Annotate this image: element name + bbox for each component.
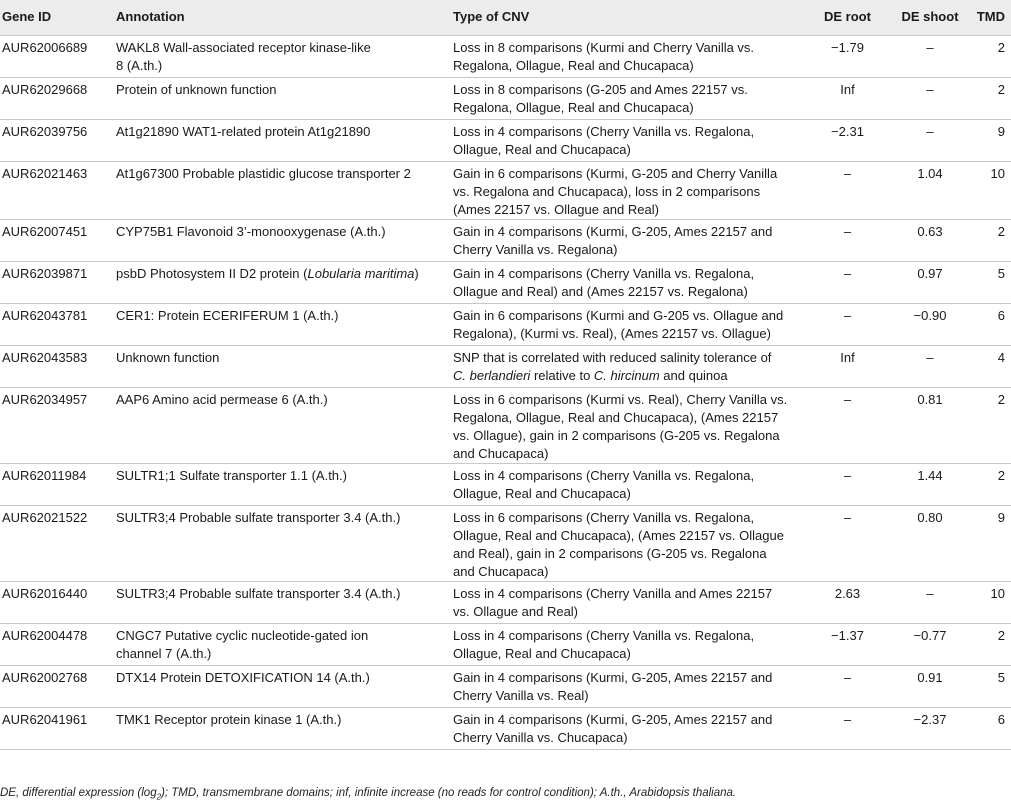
annotation-cell	[110, 463, 447, 505]
tmd-cell	[971, 77, 1011, 119]
cnv-line: Loss in 6 comparisons (Cherry Vanilla vs. Regalona,	[453, 509, 755, 525]
tmd-cell	[971, 581, 1011, 623]
cnv-line: Regalona, Ollague, Real and Chucapaca)	[453, 99, 694, 115]
de-root-cell	[806, 623, 889, 665]
de-shoot-cell	[889, 623, 971, 665]
de-shoot-value: −2.37	[913, 711, 947, 727]
de-shoot-cell	[889, 463, 971, 505]
de-root-cell	[806, 35, 889, 77]
footnote-part2: ); TMD, transmembrane domains; inf, infinite increase (no reads for control condition); A.th., Arabidopsis thaliana.	[161, 787, 737, 799]
cnv-line: Ollague, Real and Chucapaca)	[453, 485, 631, 501]
de-root-value: –	[843, 223, 852, 239]
cnv-line: Gain in 6 comparisons (Kurmi and G-205 vs. Ollague and	[453, 307, 784, 323]
table-row	[0, 387, 1011, 463]
table-row	[0, 119, 1011, 161]
de-root-value: –	[843, 165, 852, 181]
gene-id-cell	[0, 665, 110, 707]
cnv-cell	[447, 345, 806, 387]
tmd-value: 6	[997, 307, 1005, 323]
annotation-cell	[110, 387, 447, 463]
annotation-cell	[110, 35, 447, 77]
header-gene-id: Gene ID	[0, 0, 110, 35]
tmd-value: 9	[997, 123, 1005, 139]
de-root-cell	[806, 707, 889, 749]
cnv-line: Cherry Vanilla vs. Real)	[453, 687, 589, 703]
gene-id-cell	[0, 345, 110, 387]
cnv-line: Loss in 4 comparisons (Cherry Vanilla vs. Regalona,	[453, 123, 755, 139]
de-shoot-value: –	[926, 349, 934, 365]
table-header	[0, 0, 1011, 35]
header-de-root: DE root	[806, 0, 889, 35]
de-root-value: −1.37	[831, 627, 864, 643]
table-body	[0, 35, 1011, 749]
de-root-cell	[806, 463, 889, 505]
de-shoot-value: –	[926, 81, 934, 97]
de-root-value: –	[843, 265, 852, 281]
table-row	[0, 345, 1011, 387]
cnv-cell	[447, 463, 806, 505]
annotation-cell	[110, 707, 447, 749]
table-row	[0, 707, 1011, 749]
gene-id-cell	[0, 707, 110, 749]
de-shoot-value: 0.63	[917, 223, 943, 239]
annotation-line: SULTR1;1 Sulfate transporter 1.1 (A.th.)	[116, 467, 347, 483]
tmd-cell	[971, 261, 1011, 303]
table-row	[0, 665, 1011, 707]
de-root-value: –	[843, 307, 852, 323]
cnv-line: Ollague, Real and Chucapaca)	[453, 645, 631, 661]
tmd-cell	[971, 35, 1011, 77]
cnv-line: vs. Ollague and Real)	[453, 603, 579, 619]
tmd-cell	[971, 345, 1011, 387]
cnv-line: relative to	[530, 367, 594, 383]
tmd-value: 10	[990, 585, 1005, 601]
table-row	[0, 261, 1011, 303]
annotation-line: At1g67300 Probable plastidic glucose transporter 2	[116, 165, 411, 181]
cnv-cell	[447, 219, 806, 261]
de-shoot-cell	[889, 665, 971, 707]
tmd-cell	[971, 219, 1011, 261]
tmd-value: 9	[997, 509, 1005, 525]
annotation-cell	[110, 303, 447, 345]
tmd-value: 10	[990, 165, 1005, 181]
cnv-line: Cherry Vanilla vs. Chucapaca)	[453, 729, 628, 745]
gene-id: AUR62029668	[2, 81, 88, 97]
cnv-line: Regalona, Ollague, Real and Chucapaca), (Ames 22157	[453, 409, 779, 425]
cnv-line: vs. Regalona and Chucapaca), loss in 2 comparisons	[453, 183, 761, 199]
cnv-cell	[447, 665, 806, 707]
annotation-line: channel 7 (A.th.)	[116, 645, 212, 661]
cnv-line: Gain in 4 comparisons (Kurmi, G-205, Ames 22157 and	[453, 223, 773, 239]
tmd-cell	[971, 161, 1011, 219]
table-row	[0, 505, 1011, 581]
cnv-line: Ollague, Real and Chucapaca)	[453, 141, 631, 157]
cnv-line: Loss in 8 comparisons (Kurmi and Cherry Vanilla vs.	[453, 39, 755, 55]
cnv-line: Loss in 4 comparisons (Cherry Vanilla vs. Regalona,	[453, 467, 755, 483]
de-shoot-value: –	[926, 123, 934, 139]
annotation-line: AAP6 Amino acid permease 6 (A.th.)	[116, 391, 328, 407]
de-root-value: Inf	[840, 349, 855, 365]
tmd-cell	[971, 707, 1011, 749]
de-shoot-cell	[889, 707, 971, 749]
cnv-cell	[447, 119, 806, 161]
table-row	[0, 219, 1011, 261]
de-root-cell	[806, 303, 889, 345]
gene-id-cell	[0, 463, 110, 505]
tmd-value: 5	[997, 265, 1005, 281]
cnv-cell	[447, 623, 806, 665]
cnv-species: C. hircinum	[593, 367, 660, 383]
de-shoot-value: 0.81	[917, 391, 943, 407]
cnv-line: Ollague and Real) and (Ames 22157 vs. Regalona)	[453, 283, 748, 299]
annotation-line: Protein of unknown function	[116, 81, 277, 97]
gene-id: AUR62039756	[2, 123, 88, 139]
cnv-line: and Real), gain in 2 comparisons (G-205 vs. Regalona	[453, 545, 767, 561]
tmd-cell	[971, 623, 1011, 665]
annotation-line: psbD Photosystem II D2 protein (	[116, 265, 308, 281]
annotation-line: CYP75B1 Flavonoid 3’-monooxygenase (A.th.)	[116, 223, 386, 239]
gene-id: AUR62043583	[2, 349, 88, 365]
de-root-cell	[806, 345, 889, 387]
de-shoot-cell	[889, 505, 971, 581]
table-row	[0, 161, 1011, 219]
gene-id: AUR62034957	[2, 391, 88, 407]
gene-id-cell	[0, 219, 110, 261]
de-shoot-value: 0.91	[917, 669, 943, 685]
gene-id-cell	[0, 623, 110, 665]
annotation-cell	[110, 665, 447, 707]
de-root-cell	[806, 219, 889, 261]
cnv-line: Regalona, Ollague, Real and Chucapaca)	[453, 57, 694, 73]
de-shoot-value: −0.77	[913, 627, 947, 643]
de-shoot-cell	[889, 303, 971, 345]
de-root-cell	[806, 161, 889, 219]
gene-id: AUR62043781	[2, 307, 88, 323]
cnv-line: Gain in 4 comparisons (Kurmi, G-205, Ames 22157 and	[453, 711, 773, 727]
de-shoot-cell	[889, 387, 971, 463]
gene-id: AUR62007451	[2, 223, 88, 239]
de-root-value: 2.63	[834, 585, 861, 601]
annotation-cell	[110, 77, 447, 119]
gene-id: AUR62016440	[2, 585, 88, 601]
de-root-cell	[806, 665, 889, 707]
gene-id-cell	[0, 161, 110, 219]
tmd-value: 6	[997, 711, 1005, 727]
table-row	[0, 463, 1011, 505]
cnv-species: C. berlandieri	[453, 367, 531, 383]
cnv-line: Regalona), (Kurmi vs. Real), (Ames 22157 vs. Ollague)	[453, 325, 771, 341]
cnv-line: Loss in 4 comparisons (Cherry Vanilla and Ames 22157	[453, 585, 773, 601]
tmd-value: 4	[997, 349, 1005, 365]
cnv-cell	[447, 581, 806, 623]
gene-id: AUR62041961	[2, 711, 88, 727]
cnv-cell	[447, 387, 806, 463]
annotation-cell	[110, 623, 447, 665]
de-root-value: −2.31	[831, 123, 864, 139]
tmd-cell	[971, 387, 1011, 463]
table-row	[0, 623, 1011, 665]
annotation-cell	[110, 581, 447, 623]
de-shoot-cell	[889, 119, 971, 161]
annotation-line: CNGC7 Putative cyclic nucleotide-gated ion	[116, 627, 369, 643]
gene-id-cell	[0, 35, 110, 77]
tmd-value: 2	[997, 39, 1005, 55]
annotation-line: At1g21890 WAT1-related protein At1g21890	[116, 123, 371, 139]
de-root-value: –	[843, 391, 852, 407]
annotation-line: SULTR3;4 Probable sulfate transporter 3.4 (A.th.)	[116, 585, 401, 601]
cnv-cell	[447, 161, 806, 219]
de-shoot-value: 1.44	[917, 467, 943, 483]
de-root-cell	[806, 119, 889, 161]
cnv-cell	[447, 505, 806, 581]
footnote-part1: DE, differential expression (log	[0, 787, 157, 799]
gene-id-cell	[0, 261, 110, 303]
table-row	[0, 35, 1011, 77]
tmd-cell	[971, 119, 1011, 161]
cnv-line: (Ames 22157 vs. Ollague and Real)	[453, 201, 659, 217]
tmd-value: 5	[997, 669, 1005, 685]
annotation-species: Lobularia maritima	[307, 265, 415, 281]
table-footnote	[0, 787, 736, 801]
de-root-value: –	[843, 669, 852, 685]
de-root-cell	[806, 387, 889, 463]
annotation-cell	[110, 505, 447, 581]
table-row	[0, 77, 1011, 119]
de-shoot-value: 1.04	[917, 165, 943, 181]
annotation-line: 8 (A.th.)	[116, 57, 163, 73]
cnv-line: and Chucapaca)	[453, 563, 549, 579]
annotation-cell	[110, 261, 447, 303]
tmd-value: 2	[997, 391, 1005, 407]
de-root-value: –	[843, 467, 852, 483]
de-root-value: –	[843, 711, 852, 727]
de-shoot-value: –	[926, 585, 934, 601]
tmd-cell	[971, 505, 1011, 581]
cnv-line: and quinoa	[659, 367, 728, 383]
de-shoot-value: −0.90	[913, 307, 947, 323]
cnv-cell	[447, 303, 806, 345]
annotation-cell	[110, 219, 447, 261]
de-shoot-value: 0.97	[917, 265, 943, 281]
cnv-line: Loss in 4 comparisons (Cherry Vanilla vs. Regalona,	[453, 627, 755, 643]
de-shoot-cell	[889, 261, 971, 303]
de-shoot-value: –	[926, 39, 934, 55]
de-root-value: Inf	[840, 81, 855, 97]
annotation-cell	[110, 345, 447, 387]
annotation-line: DTX14 Protein DETOXIFICATION 14 (A.th.)	[116, 669, 370, 685]
header-row	[0, 0, 1011, 35]
de-shoot-cell	[889, 161, 971, 219]
de-root-value: –	[843, 509, 852, 525]
annotation-line: TMK1 Receptor protein kinase 1 (A.th.)	[116, 711, 342, 727]
cnv-line: Ollague, Real and Chucapaca), (Ames 22157 vs. Ollague	[453, 527, 784, 543]
footnote-subscript: 2	[156, 792, 162, 802]
gene-id-cell	[0, 303, 110, 345]
annotation-line: SULTR3;4 Probable sulfate transporter 3.4 (A.th.)	[116, 509, 401, 525]
table-row	[0, 581, 1011, 623]
cnv-line: Gain in 4 comparisons (Kurmi, G-205, Ames 22157 and	[453, 669, 773, 685]
de-shoot-cell	[889, 77, 971, 119]
cnv-line: Cherry Vanilla vs. Regalona)	[453, 241, 618, 257]
annotation-cell	[110, 161, 447, 219]
header-annotation: Annotation	[110, 0, 447, 35]
gene-id-cell	[0, 387, 110, 463]
de-root-cell	[806, 77, 889, 119]
cnv-line: vs. Ollague), gain in 2 comparisons (G-205 vs. Regalona	[453, 427, 780, 443]
de-shoot-cell	[889, 345, 971, 387]
gene-id: AUR62021463	[2, 165, 88, 181]
tmd-value: 2	[997, 223, 1005, 239]
cnv-cell	[447, 77, 806, 119]
tmd-cell	[971, 665, 1011, 707]
gene-id-cell	[0, 581, 110, 623]
cnv-cell	[447, 261, 806, 303]
cnv-cell	[447, 35, 806, 77]
cnv-line: Loss in 8 comparisons (G-205 and Ames 22157 vs.	[453, 81, 748, 97]
gene-id-cell	[0, 119, 110, 161]
de-root-cell	[806, 261, 889, 303]
header-type-of-cnv: Type of CNV	[447, 0, 806, 35]
cnv-line: Loss in 6 comparisons (Kurmi vs. Real), Cherry Vanilla vs.	[453, 391, 788, 407]
gene-id: AUR62011984	[2, 467, 87, 483]
tmd-value: 2	[997, 467, 1005, 483]
de-shoot-value: 0.80	[917, 509, 943, 525]
gene-id: AUR62002768	[2, 669, 88, 685]
cnv-line: and Chucapaca)	[453, 445, 549, 461]
de-shoot-cell	[889, 219, 971, 261]
cnv-line: Gain in 4 comparisons (Cherry Vanilla vs. Regalona,	[453, 265, 755, 281]
gene-id: AUR62006689	[2, 39, 88, 55]
cnv-cell	[447, 707, 806, 749]
de-root-cell	[806, 505, 889, 581]
tmd-cell	[971, 303, 1011, 345]
cnv-line: Gain in 6 comparisons (Kurmi, G-205 and Cherry Vanilla	[453, 165, 778, 181]
annotation-cell	[110, 119, 447, 161]
annotation-tail: )	[414, 265, 419, 281]
cnv-line: SNP that is correlated with reduced salinity tolerance of	[453, 349, 772, 365]
de-root-cell	[806, 581, 889, 623]
gene-id-cell	[0, 505, 110, 581]
gene-id: AUR62021522	[2, 509, 88, 525]
de-root-value: −1.79	[831, 39, 864, 55]
gene-id: AUR62039871	[2, 265, 88, 281]
tmd-value: 2	[997, 627, 1005, 643]
header-tmd: TMD	[971, 0, 1011, 35]
de-shoot-cell	[889, 581, 971, 623]
header-de-shoot: DE shoot	[889, 0, 971, 35]
gene-id-cell	[0, 77, 110, 119]
tmd-cell	[971, 463, 1011, 505]
tmd-value: 2	[997, 81, 1005, 97]
table-row	[0, 303, 1011, 345]
annotation-line: WAKL8 Wall-associated receptor kinase-like	[116, 39, 371, 55]
annotation-line: CER1: Protein ECERIFERUM 1 (A.th.)	[116, 307, 339, 323]
annotation-line: Unknown function	[116, 349, 220, 365]
gene-id: AUR62004478	[2, 627, 88, 643]
de-shoot-cell	[889, 35, 971, 77]
